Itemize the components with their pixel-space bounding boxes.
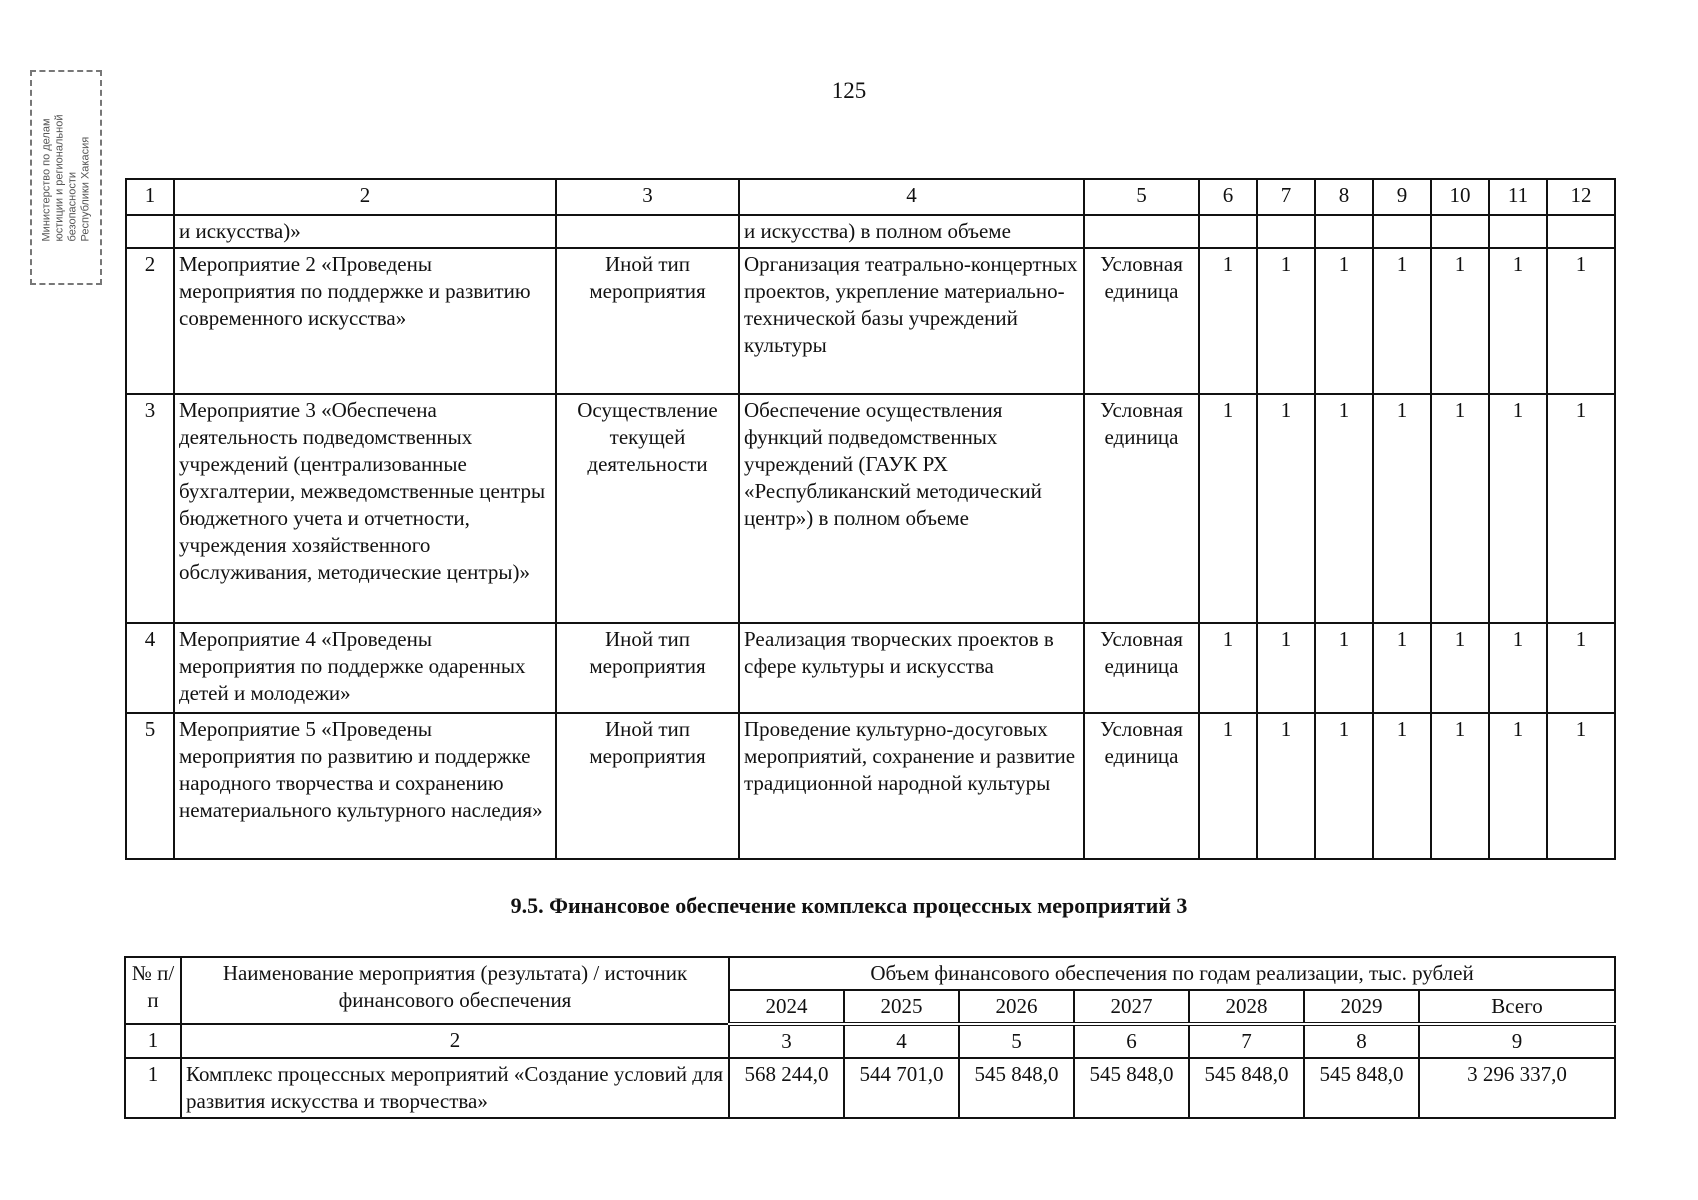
header-cell: 3: [556, 179, 739, 215]
cell-amount: 3 296 337,0: [1419, 1058, 1615, 1118]
header-num: № п/п: [125, 957, 181, 1024]
cell-value: 1: [1431, 713, 1489, 859]
header-year: 2024: [729, 990, 844, 1024]
cell-description: Реализация творческих проектов в сфере культуры и искусства: [739, 623, 1084, 713]
header-cell: 10: [1431, 179, 1489, 215]
stamp-line: Республики Хакасия: [79, 136, 91, 241]
header-year: 2029: [1304, 990, 1419, 1024]
cell-num: 5: [126, 713, 174, 859]
column-number-row: [125, 1024, 1615, 1058]
cell-value: 1: [1373, 623, 1431, 713]
cell-value: 1: [1373, 394, 1431, 623]
column-number: 2: [181, 1024, 729, 1058]
cell-amount: 545 848,0: [1189, 1058, 1304, 1118]
cell: [1315, 215, 1373, 248]
table-header-row: [125, 957, 1615, 990]
cell-unit: Условная единица: [1084, 248, 1199, 394]
header-year: 2028: [1189, 990, 1304, 1024]
header-cell: 9: [1373, 179, 1431, 215]
cell-value: 1: [1489, 713, 1547, 859]
cell-value: 1: [1489, 394, 1547, 623]
cell: [556, 215, 739, 248]
cell-value: 1: [1199, 248, 1257, 394]
header-cell: 4: [739, 179, 1084, 215]
table-row: [126, 623, 1615, 713]
cell-value: 1: [1431, 248, 1489, 394]
header-volume: Объем финансового обеспечения по годам реализации, тыс. рублей: [729, 957, 1615, 990]
column-number: 8: [1304, 1024, 1419, 1058]
cell-num: 3: [126, 394, 174, 623]
page-number: 125: [831, 78, 867, 103]
cell-description: и искусства) в полном объеме: [739, 215, 1084, 248]
cell: [126, 215, 174, 248]
stamp-line: безопасности: [66, 171, 78, 241]
stamp-line: Министерство по делам: [40, 117, 52, 241]
cell: [1084, 215, 1199, 248]
header-year: 2027: [1074, 990, 1189, 1024]
cell-value: 1: [1373, 713, 1431, 859]
header-cell: 12: [1547, 179, 1615, 215]
header-cell: 7: [1257, 179, 1315, 215]
stamp-text: [40, 114, 92, 241]
header-cell: 2: [174, 179, 556, 215]
cell-value: 1: [1199, 713, 1257, 859]
header-cell: 8: [1315, 179, 1373, 215]
cell: [1547, 215, 1615, 248]
cell-num: 2: [126, 248, 174, 394]
cell-amount: 545 848,0: [1074, 1058, 1189, 1118]
cell-name: Комплекс процессных мероприятий «Создание условий для развития искусства и творчества»: [181, 1058, 729, 1118]
column-number: 3: [729, 1024, 844, 1058]
cell-value: 1: [1489, 623, 1547, 713]
stamp-line: юстиции и региональной: [53, 114, 65, 241]
header-cell: 5: [1084, 179, 1199, 215]
header-total: Всего: [1419, 990, 1615, 1024]
cell-value: 1: [1547, 248, 1615, 394]
column-number: 4: [844, 1024, 959, 1058]
cell-value: 1: [1315, 394, 1373, 623]
header-year: 2026: [959, 990, 1074, 1024]
cell-unit: Условная единица: [1084, 713, 1199, 859]
cell-value: 1: [1547, 394, 1615, 623]
cell: [1373, 215, 1431, 248]
header-cell: 6: [1199, 179, 1257, 215]
cell-type: Иной тип мероприятия: [556, 248, 739, 394]
cell-unit: Условная единица: [1084, 623, 1199, 713]
cell-name: и искусства)»: [174, 215, 556, 248]
cell-amount: 568 244,0: [729, 1058, 844, 1118]
cell-amount: 545 848,0: [959, 1058, 1074, 1118]
cell-value: 1: [1489, 248, 1547, 394]
cell-amount: 545 848,0: [1304, 1058, 1419, 1118]
column-number: 6: [1074, 1024, 1189, 1058]
cell-value: 1: [1547, 713, 1615, 859]
cell: [1431, 215, 1489, 248]
cell-value: 1: [1431, 394, 1489, 623]
table-row: [126, 248, 1615, 394]
table-row-continuation: [126, 215, 1615, 248]
table-header-row: [126, 179, 1615, 215]
cell-description: Проведение культурно-досуговых мероприятий, сохранение и развитие традиционной народной культуры: [739, 713, 1084, 859]
table-row: [126, 713, 1615, 859]
cell-value: 1: [1199, 394, 1257, 623]
cell-value: 1: [1315, 248, 1373, 394]
cell-name: Мероприятие 3 «Обеспечена деятельность подведомственных учреждений (централизованные бухгалтерии, межведомственные центры бюджетного учета и отчетности, учреждения хозяйственного обслуживания, методические центры)»: [174, 394, 556, 623]
section-title: 9.5. Финансовое обеспечение комплекса процессных мероприятий 3: [510, 893, 1188, 918]
cell-type: Иной тип мероприятия: [556, 623, 739, 713]
cell-num: 4: [126, 623, 174, 713]
indicators-table: [125, 178, 1616, 860]
column-number: 5: [959, 1024, 1074, 1058]
cell-name: Мероприятие 2 «Проведены мероприятия по поддержке и развитию современного искусства»: [174, 248, 556, 394]
cell: [1199, 215, 1257, 248]
table-row: [126, 394, 1615, 623]
cell-value: 1: [1199, 623, 1257, 713]
cell-type: Иной тип мероприятия: [556, 713, 739, 859]
cell-description: Организация театрально-концертных проектов, укрепление материально-технической базы учреждений культуры: [739, 248, 1084, 394]
column-number: 1: [125, 1024, 181, 1058]
cell-amount: 544 701,0: [844, 1058, 959, 1118]
cell-value: 1: [1315, 623, 1373, 713]
cell-description: Обеспечение осуществления функций подведомственных учреждений (ГАУК РХ «Республиканский методический центр») в полном объеме: [739, 394, 1084, 623]
financing-table: [124, 956, 1616, 1119]
cell-type: Осуществление текущей деятельности: [556, 394, 739, 623]
cell-name: Мероприятие 5 «Проведены мероприятия по развитию и поддержке народного творчества и сохранению нематериального культурного наследия»: [174, 713, 556, 859]
cell-value: 1: [1257, 623, 1315, 713]
header-year: 2025: [844, 990, 959, 1024]
cell-value: 1: [1257, 394, 1315, 623]
cell-value: 1: [1257, 713, 1315, 859]
column-number: 7: [1189, 1024, 1304, 1058]
cell-value: 1: [1257, 248, 1315, 394]
cell-value: 1: [1315, 713, 1373, 859]
cell-unit: Условная единица: [1084, 394, 1199, 623]
cell-value: 1: [1547, 623, 1615, 713]
header-cell: 11: [1489, 179, 1547, 215]
header-name: Наименование мероприятия (результата) / источник финансового обеспечения: [181, 957, 729, 1024]
registration-stamp: [30, 70, 102, 285]
cell-value: 1: [1431, 623, 1489, 713]
header-cell: 1: [126, 179, 174, 215]
cell-value: 1: [1373, 248, 1431, 394]
cell: [1257, 215, 1315, 248]
cell-name: Мероприятие 4 «Проведены мероприятия по поддержке одаренных детей и молодежи»: [174, 623, 556, 713]
table-row: [125, 1058, 1615, 1118]
cell-num: 1: [125, 1058, 181, 1118]
cell: [1489, 215, 1547, 248]
column-number: 9: [1419, 1024, 1615, 1058]
